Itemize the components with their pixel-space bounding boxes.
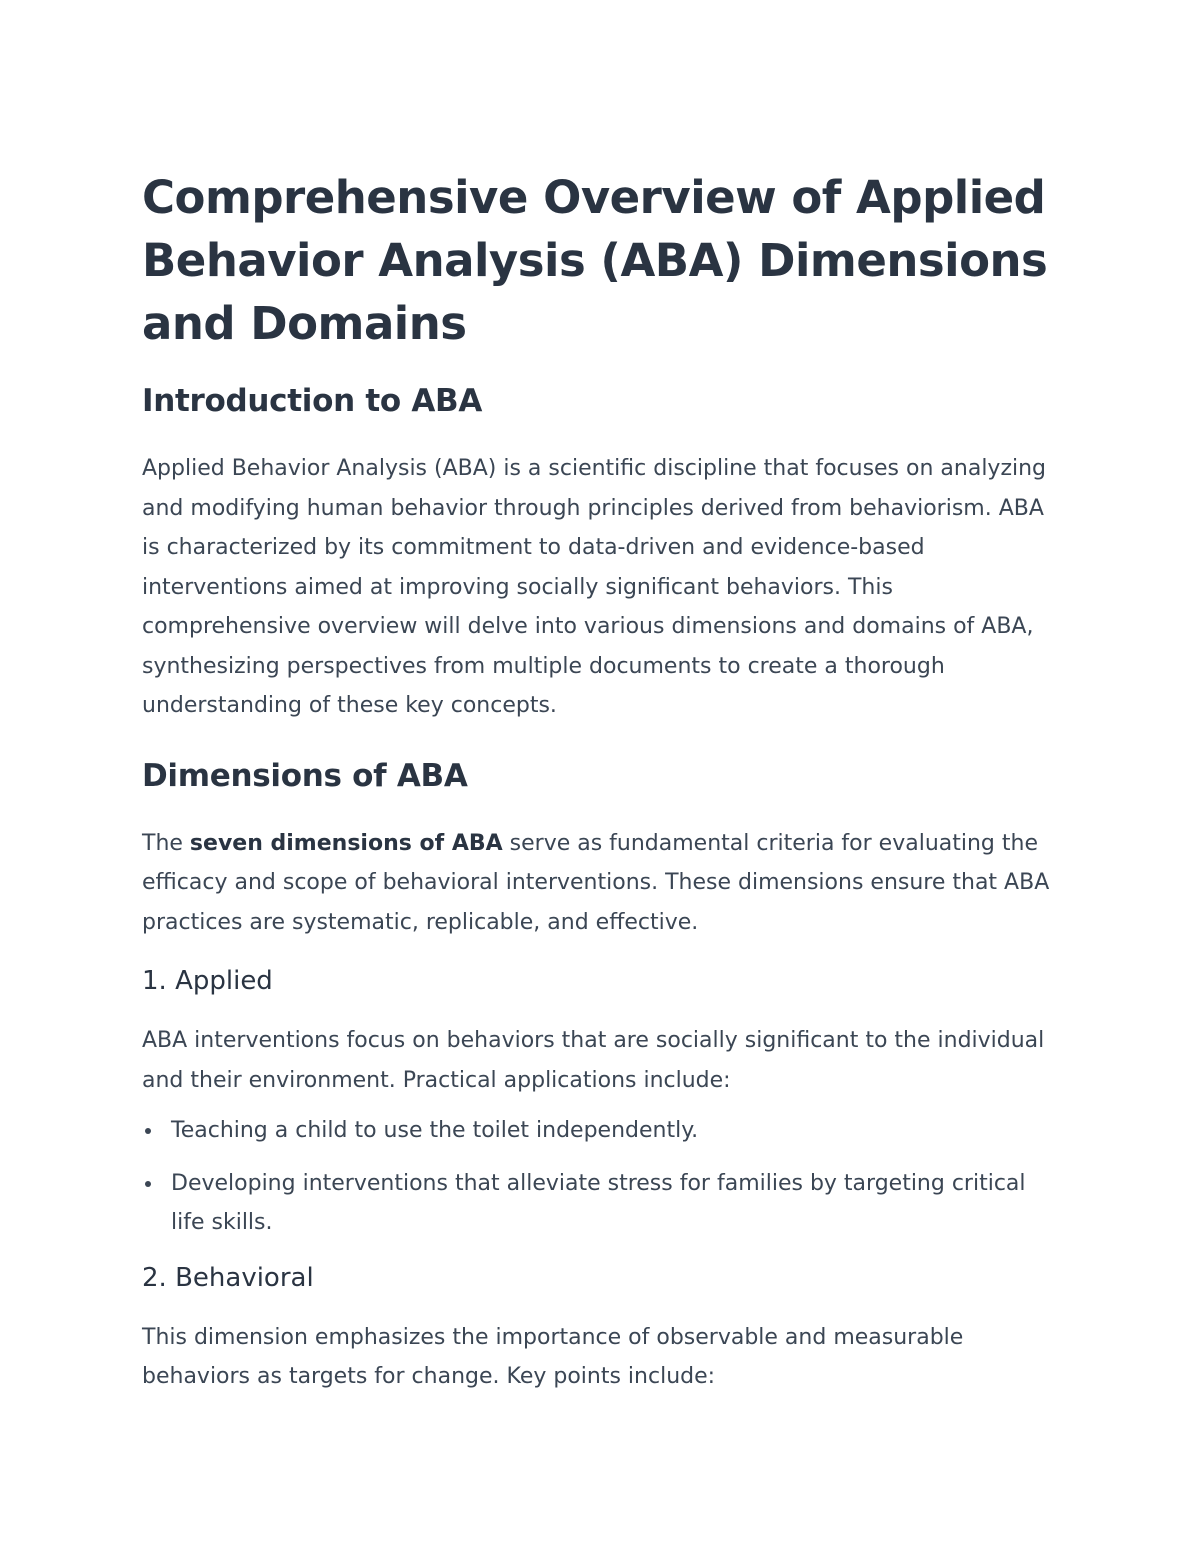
section-heading-dimensions: Dimensions of ABA: [142, 757, 468, 794]
list-item: Teaching a child to use the toilet independently.: [142, 1111, 1062, 1151]
dimensions-paragraph-lead: The: [142, 830, 190, 856]
dimensions-paragraph-bold: seven dimensions of ABA: [189, 830, 503, 856]
dimensions-paragraph-rest: serve as fundamental criteria for evaluating the efficacy and scope of behavioral interventions. These dimensions ensure that ABA practices are systematic, replicable, and effective.: [142, 830, 1050, 935]
applied-bullet-list: [142, 1111, 1062, 1243]
document-title: Comprehensive Overview of Applied Behavior Analysis (ABA) Dimensions and Domains: [142, 171, 1048, 350]
list-item: Developing interventions that alleviate stress for families by targeting critical life skills.: [142, 1164, 1062, 1243]
subheading-behavioral: 2. Behavioral: [142, 1262, 314, 1293]
dimensions-paragraph: [142, 824, 1062, 943]
subheading-applied: 1. Applied: [142, 966, 273, 996]
behavioral-paragraph: This dimension emphasizes the importance of observable and measurable behaviors as targets for change. Key points include:: [142, 1324, 964, 1389]
applied-paragraph: ABA interventions focus on behaviors that are socially significant to the individual and their environment. Practical applications include:: [142, 1028, 1045, 1093]
section-heading-introduction: Introduction to ABA: [142, 383, 483, 419]
introduction-paragraph: Applied Behavior Analysis (ABA) is a scientific discipline that focuses on analyzing and modifying human behavior through principles derived from behaviorism. ABA is characterized by its commitment to data-driven and evidence-based interventions aimed at improving socially significant behaviors. This comprehensive overview will delve into various dimensions and domains of ABA, synthesizing perspectives from multiple documents to create a thorough understanding of these key concepts.: [142, 456, 1047, 718]
document-page: [142, 166, 1062, 1397]
